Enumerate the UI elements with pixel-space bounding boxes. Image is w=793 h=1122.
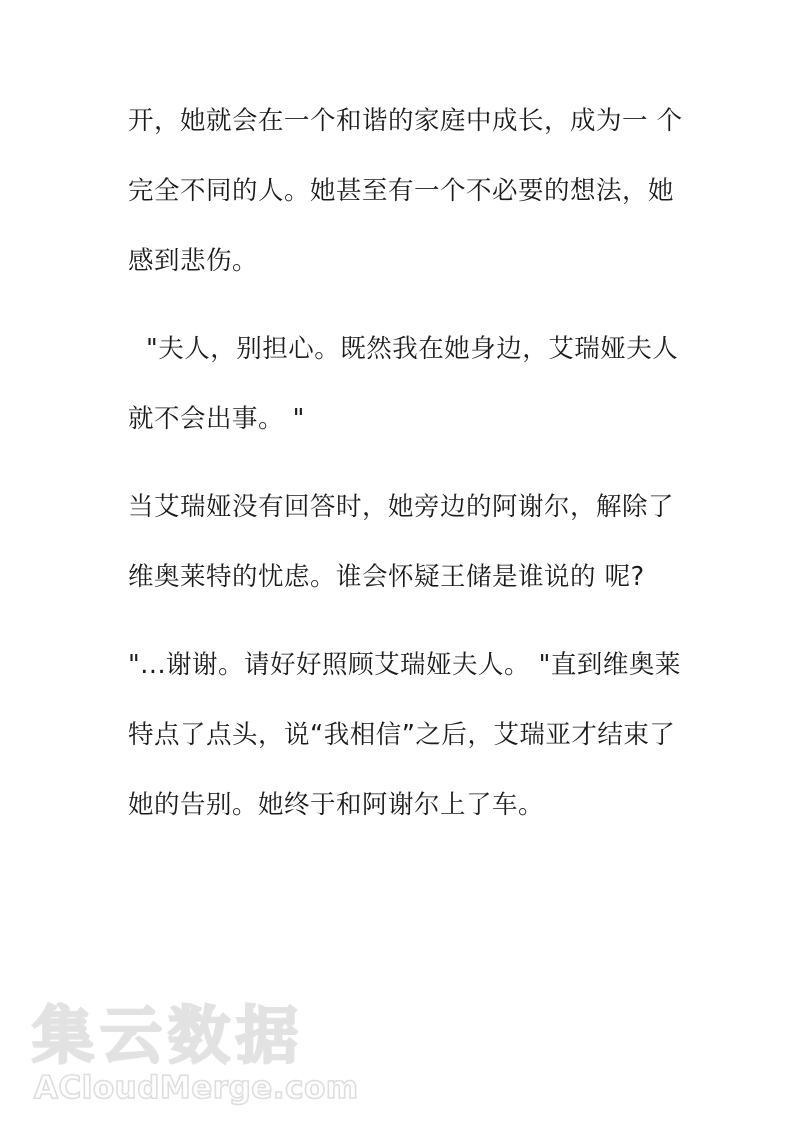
watermark-primary-text: 集云数据 <box>32 999 305 1072</box>
watermark <box>18 999 398 1106</box>
watermark-secondary-text: ACloudMerge.com <box>34 1070 359 1106</box>
document-text-body <box>128 86 688 858</box>
paragraph: "夫人，别担心。既然我在她身边，艾瑞娅夫人就不会出事。 " <box>128 334 679 434</box>
paragraph: 开，她就会在一个和谐的家庭中成长，成为一 个完全不同的人。她甚至有一个不必要的想法，她感到悲伤。 <box>128 106 683 276</box>
paragraph: 当艾瑞娅没有回答时，她旁边的阿谢尔，解除了维奥莱特的忧虑。谁会怀疑王储是谁说的 呢? <box>128 492 675 592</box>
paragraph: "...谢谢。请好好照顾艾瑞娅夫人。 "直到维奥莱特点了点头，说“我相信”之后，艾瑞亚才结束了她的告别。她终于和阿谢尔上了车。 <box>128 650 681 820</box>
